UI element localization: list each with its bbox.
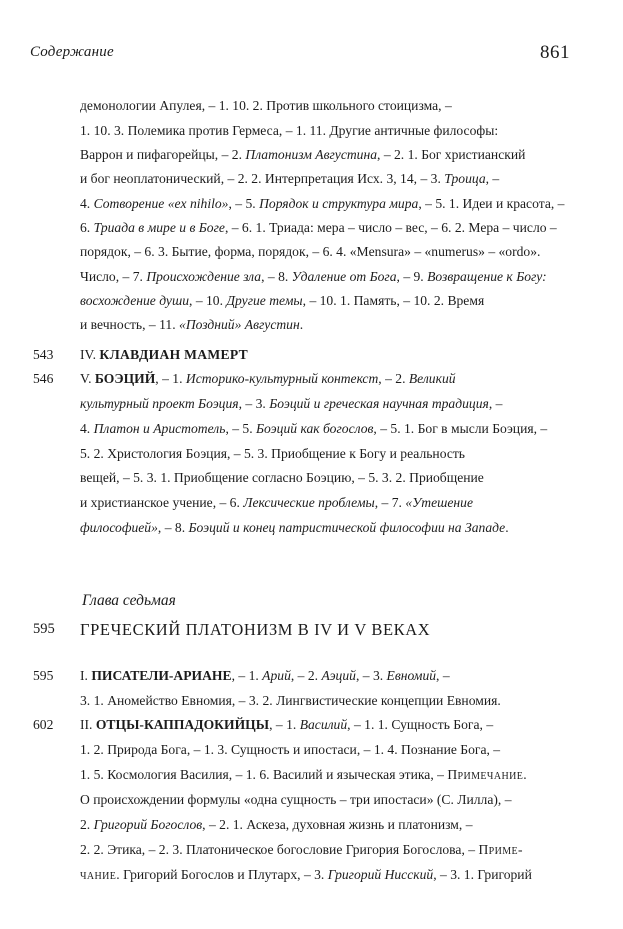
toc-section-heading xyxy=(80,346,550,364)
toc-line: 4. Сотворение «ex nihilo», – 5. Порядок и структура мира, – 5. 1. Идеи и красота, – xyxy=(80,196,565,211)
toc-line: II. ОТЦЫ-КАППАДОКИЙЦЫ, – 1. Василий, – 1. 1. Сущность Бога, – xyxy=(80,717,494,732)
toc-line: 6. Триада в мире и в Боге, – 6. 1. Триада: мера – число – вес, – 6. 2. Мера – число – xyxy=(80,220,557,235)
toc-line: вещей, – 5. 3. 1. Приобщение согласно Боэцию, – 5. 3. 2. Приобщение xyxy=(80,470,484,485)
toc-line: восхождение души, – 10. Другие темы, – 10. 1. Память, – 10. 2. Время xyxy=(80,293,485,308)
running-head: Содержание xyxy=(30,44,114,60)
toc-line: и бог неоплатонический, – 2. 2. Интерпретация Исх. 3, 14, – 3. Троица, – xyxy=(80,171,500,186)
toc-line: 1. 10. 3. Полемика против Гермеса, – 1. 11. Другие античные философы: xyxy=(80,123,499,138)
section-title: КЛАВДИАН МАМЕРТ xyxy=(99,347,249,362)
toc-line: 1. 5. Космология Василия, – 1. 6. Василий и языческая этика, – Примечание. xyxy=(80,767,527,782)
toc-line: и христианское учение, – 6. Лексические проблемы, – 7. «Утешение xyxy=(80,495,473,510)
toc-line: V. БОЭЦИЙ, – 1. Историко-культурный контекст, – 2. Великий xyxy=(80,371,456,386)
toc-line: 1. 2. Природа Бога, – 1. 3. Сущность и ипостаси, – 1. 4. Познание Бога, – xyxy=(80,742,501,757)
page-number: 861 xyxy=(540,42,570,63)
toc-line: 2. Григорий Богослов, – 2. 1. Аскеза, духовная жизнь и платонизм, – xyxy=(80,817,473,832)
toc-page-number: 546 xyxy=(33,371,54,386)
toc-line: Варрон и пифагорейцы, – 2. Платонизм Августина, – 2. 1. Бог христианский xyxy=(80,147,526,162)
toc-line: и вечность, – 11. «Поздний» Августин. xyxy=(80,317,304,332)
toc-line: 4. Платон и Аристотель, – 5. Боэций как богослов, – 5. 1. Бог в мысли Боэция, – xyxy=(80,421,548,436)
toc-line: 5. 2. Христология Боэция, – 5. 3. Приобщение к Богу и реальность xyxy=(80,446,466,461)
toc-line: Число, – 7. Происхождение зла, – 8. Удаление от Бога, – 9. Возвращение к Богу: xyxy=(80,269,547,284)
toc-line: О происхождении формулы «одна сущность – три ипостаси» (С. Лилла), – xyxy=(80,792,512,807)
toc-line: демонологии Апулея, – 1. 10. 2. Против школьного стоицизма, – xyxy=(80,98,452,113)
chapter-label: Глава седьмая xyxy=(82,592,176,609)
toc-page-number: 595 xyxy=(33,621,55,637)
toc-line: культурный проект Боэция, – 3. Боэций и греческая научная традиция, – xyxy=(80,396,503,411)
section-number: IV. xyxy=(80,347,96,362)
chapter-title: ГРЕЧЕСКИЙ ПЛАТОНИЗМ В IV И V ВЕКАХ xyxy=(80,620,431,639)
toc-line: порядок, – 6. 3. Бытие, форма, порядок, – 6. 4. «Mensura» – «numerus» – «ordo». xyxy=(80,244,541,259)
toc-page-number: 602 xyxy=(33,717,54,732)
toc-line: философией», – 8. Боэций и конец патристической философии на Западе. xyxy=(80,520,509,535)
toc-line: 3. 1. Аномейство Евномия, – 3. 2. Лингвистические концепции Евномия. xyxy=(80,693,501,708)
toc-line: 2. 2. Этика, – 2. 3. Платоническое богословие Григория Богослова, – Приме- xyxy=(80,842,523,857)
toc-page-number: 595 xyxy=(33,668,54,683)
toc-line: I. ПИСАТЕЛИ-АРИАНЕ, – 1. Арий, – 2. Аэций, – 3. Евномий, – xyxy=(80,668,450,683)
toc-line: чание. Григорий Богослов и Плутарх, – 3. Григорий Нисский, – 3. 1. Григорий xyxy=(80,867,532,882)
toc-page-number: 543 xyxy=(33,347,54,362)
